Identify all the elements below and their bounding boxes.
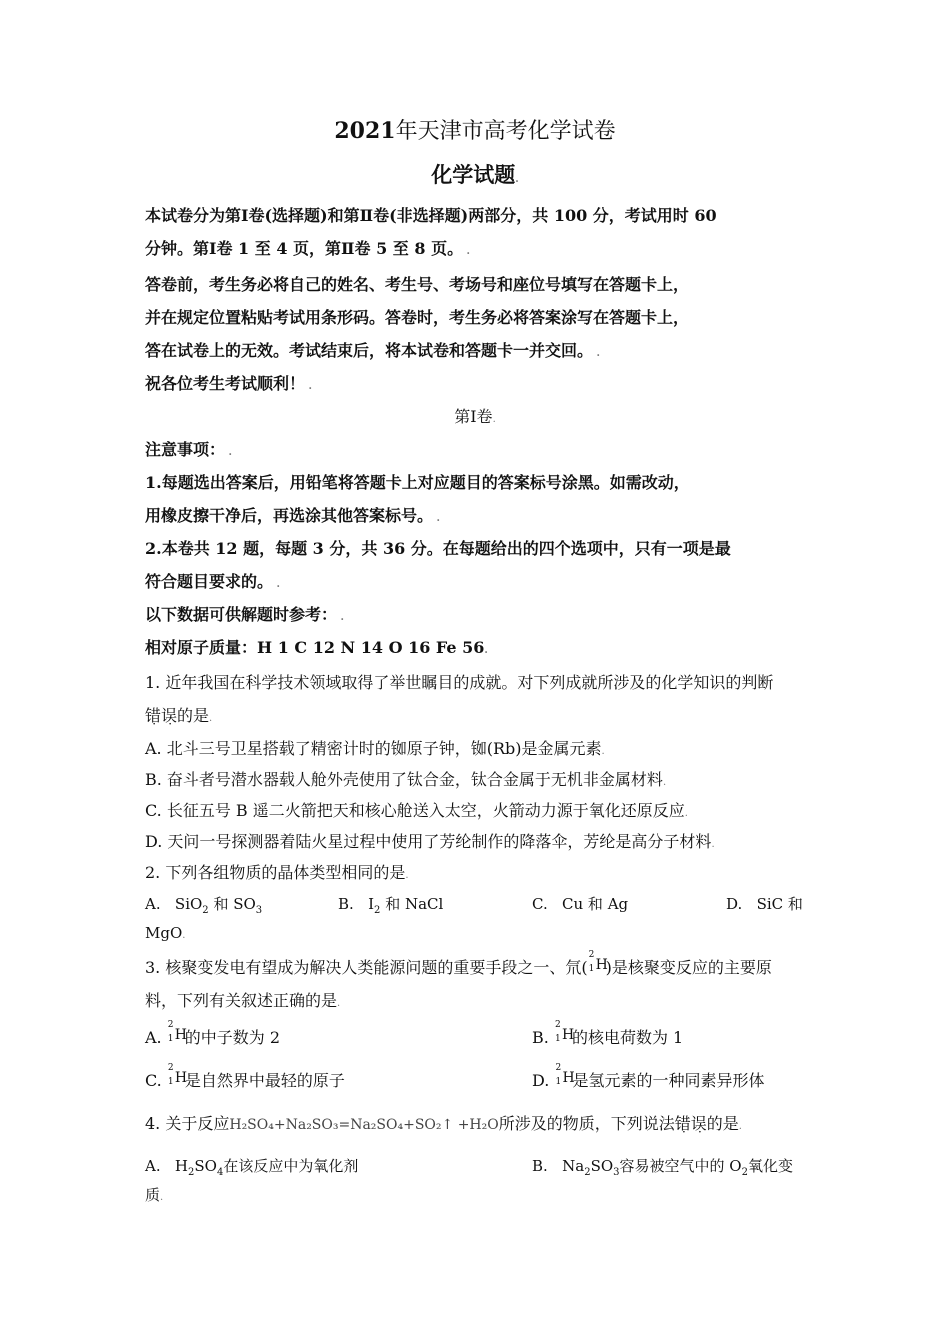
section-title: 第Ⅰ卷. bbox=[454, 407, 496, 426]
q4-option-a: A. $H_2SO_4$在该反应中为氧化剂 bbox=[145, 1157, 359, 1178]
intro-line-1: 本试卷分为第Ⅰ卷(选择题)和第Ⅱ卷(非选择题)两部分，共 100 分，考试用时 60 bbox=[145, 206, 717, 225]
q2-option-b: B. $I_2$ 和 NaCl bbox=[338, 895, 444, 916]
intro-line-3: 答卷前，考生务必将自己的姓名、考生号、考场号和座位号填写在答题卡上， bbox=[145, 275, 690, 294]
notes-heading: 注意事项： . bbox=[145, 440, 232, 459]
q3-option-c: C. 2 1 H 是自然界中最轻的原子 bbox=[145, 1063, 345, 1090]
note-1-line-2: 用橡皮擦干净后，再选涂其他答案标号。 . bbox=[145, 506, 440, 525]
note-1-line-1: 1.每题选出答案后，用铅笔将答题卡上对应题目的答案标号涂黑。如需改动， bbox=[145, 473, 690, 492]
q3-option-d: D. 2 1 H 是氢元素的一种同素异形体 bbox=[532, 1063, 765, 1090]
deuterium-symbol: 2 1 H bbox=[588, 950, 608, 974]
exam-title: 2021年天津市高考化学试卷 bbox=[334, 118, 616, 144]
q3-stem-line-1: 3. 核聚变发电有望成为解决人类能源问题的重要手段之一、氘( 2 1 H )是核聚变反应的主要原 bbox=[145, 950, 772, 977]
q2-option-d: D. SiC 和 bbox=[726, 895, 803, 913]
q1-option-d: D. 天问一号探测器着陆火星过程中使用了芳纶制作的降落伞，芳纶是高分子材料. bbox=[145, 832, 715, 851]
q2-stem: 2. 下列各组物质的晶体类型相同的是. bbox=[145, 863, 409, 882]
intro-line-2: 分钟。第Ⅰ卷 1 至 4 页，第Ⅱ卷 5 至 8 页。 . bbox=[145, 239, 471, 258]
note-2-line-1: 2.本卷共 12 题，每题 3 分，共 36 分。在每题给出的四个选项中，只有一项是最 bbox=[145, 539, 731, 558]
q2-option-a: A. SiO$_2$ 和 $SO_3$ bbox=[145, 895, 263, 916]
q1-option-c: C. 长征五号 B 遥二火箭把天和核心舱送入太空，火箭动力源于氧化还原反应. bbox=[145, 801, 688, 820]
q1-stem-line-2: 错误的是. bbox=[145, 706, 213, 725]
q1-option-a: A. 北斗三号卫星搭载了精密计时的铷原子钟，铷(Rb)是金属元素. bbox=[145, 739, 605, 758]
q2-option-d-cont: MgO. bbox=[145, 924, 186, 942]
intro-line-4: 并在规定位置粘贴考试用条形码。答卷时，考生务必将答案涂写在答题卡上， bbox=[145, 308, 690, 327]
data-heading: 以下数据可供解题时参考： . bbox=[145, 605, 344, 624]
intro-line-5: 答在试卷上的无效。考试结束后，将本试卷和答题卡一并交回。 . bbox=[145, 341, 600, 360]
atomic-masses: 相对原子质量：H 1 C 12 N 14 O 16 Fe 56. bbox=[145, 638, 488, 657]
reaction-equation: H₂SO₄+Na₂SO₃=Na₂SO₄+SO₂↑ +H₂O bbox=[229, 1117, 499, 1133]
q1-stem-line-1: 1. 近年我国在科学技术领域取得了举世瞩目的成就。对下列成就所涉及的化学知识的判断 bbox=[145, 673, 774, 692]
q3-option-a: A. 2 1 H 的中子数为 2 bbox=[145, 1020, 281, 1047]
exam-subtitle: 化学试题. bbox=[431, 162, 519, 187]
q1-option-b: B. 奋斗者号潜水器载人舱外壳使用了钛合金，钛合金属于无机非金属材料. bbox=[145, 770, 667, 789]
q3-stem-line-2: 料，下列有关叙述正确的是. bbox=[145, 991, 341, 1010]
note-2-line-2: 符合题目要求的。 . bbox=[145, 572, 280, 591]
q2-option-c: C. Cu 和 Ag bbox=[532, 895, 629, 913]
q3-option-b: B. 2 1 H 的核电荷数为 1 bbox=[532, 1020, 684, 1047]
q4-option-b: B. $Na_2SO_3$容易被空气中的 $O_2$氧化变 bbox=[532, 1157, 793, 1178]
q4-option-b-cont: 质. bbox=[145, 1186, 164, 1204]
q4-stem: 4. 关于反应H₂SO₄+Na₂SO₃=Na₂SO₄+SO₂↑ +H₂O所涉及的物质，下列说法错误的是. bbox=[145, 1114, 742, 1133]
intro-line-6: 祝各位考生考试顺利！ . bbox=[145, 374, 312, 393]
